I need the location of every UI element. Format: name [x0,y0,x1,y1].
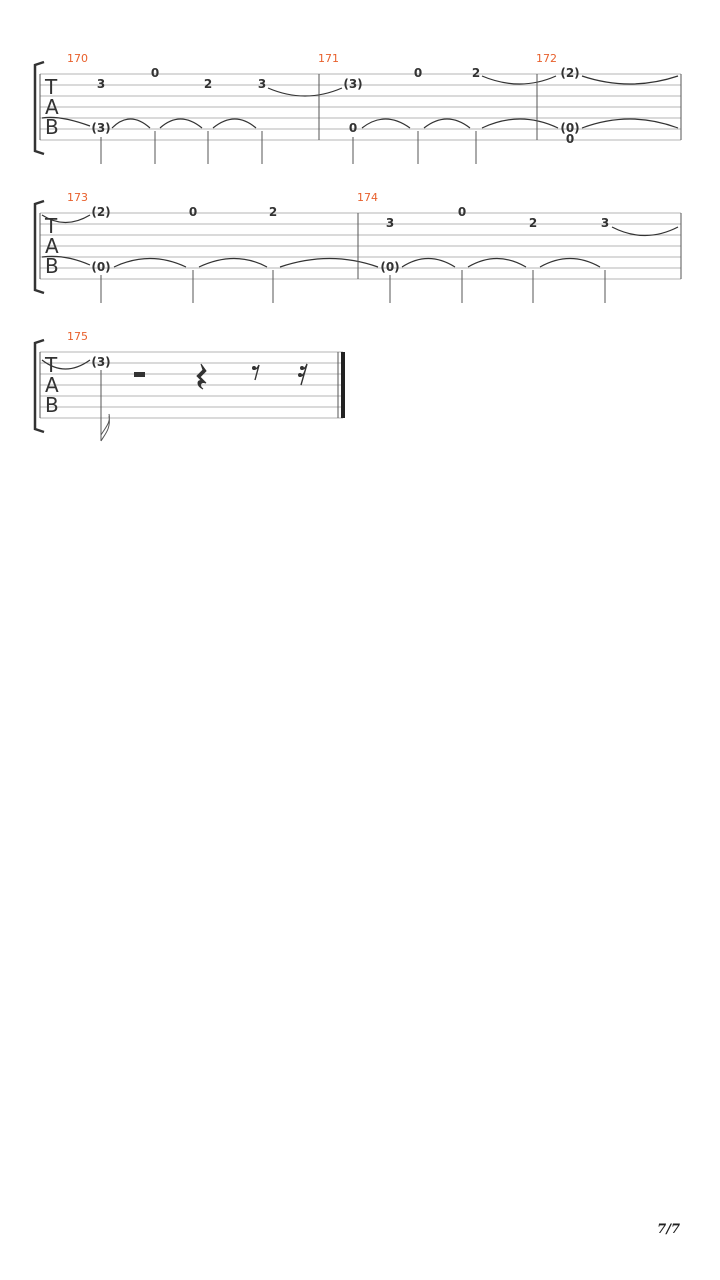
tab-clef-t: T [45,353,58,377]
fret-note: (0) [380,260,400,274]
tie [268,88,342,96]
tie [468,259,526,268]
fret-note: 3 [96,77,106,91]
fret-note: 3 [385,216,395,230]
fret-note: 2 [528,216,538,230]
tie [114,259,186,268]
fret-note: 0 [150,66,160,80]
staff-lines [40,352,343,418]
page-number: 7/7 [657,1222,680,1237]
fret-note: 3 [257,77,267,91]
tie [402,259,455,268]
fret-note: 0 [457,205,467,219]
measure-number: 172 [536,52,557,65]
fret-note: 3 [600,216,610,230]
tie [213,119,256,128]
fret-note: (2) [560,66,580,80]
fret-note: (0) [91,260,111,274]
tie [112,119,150,128]
tie [424,119,470,128]
fret-note: 0 [565,132,575,146]
measure-number: 173 [67,191,88,204]
tab-clef-b: B [45,393,59,417]
fret-note: (2) [91,205,111,219]
tie [280,259,378,268]
eighth-rest [252,365,259,380]
fret-note: (0) [560,121,580,135]
tab-clef-b: B [45,115,59,139]
fret-note: 0 [413,66,423,80]
measure-number: 174 [357,191,378,204]
fret-note: (3) [91,355,111,369]
tie [540,259,600,268]
tab-clef-t: T [45,214,58,238]
tab-system-1 [35,52,681,164]
tab-system-2 [35,191,681,303]
tab-system-3 [35,330,345,441]
fret-note: 0 [348,121,358,135]
tie [362,119,410,128]
tab-clef-b: B [45,254,59,278]
tie [199,259,267,268]
tie [612,227,678,236]
tab-clef-a: A [45,234,59,258]
final-barline-thick [341,352,345,418]
tab-clef-a: A [45,373,59,397]
tab-clef-a: A [45,95,59,119]
half-rest [134,372,145,377]
tie [582,76,678,84]
measure-number: 170 [67,52,88,65]
fret-note: 2 [471,66,481,80]
tie [582,119,678,128]
tie [482,119,558,128]
fret-note: (3) [91,121,111,135]
tie [482,76,556,84]
tie [160,119,202,128]
fret-note: 2 [268,205,278,219]
fret-note: 0 [188,205,198,219]
staff-lines [40,213,681,279]
measure-number: 175 [67,330,88,343]
tab-clef-t: T [45,75,58,99]
fret-note: (3) [343,77,363,91]
fret-note: 2 [203,77,213,91]
measure-number: 171 [318,52,339,65]
